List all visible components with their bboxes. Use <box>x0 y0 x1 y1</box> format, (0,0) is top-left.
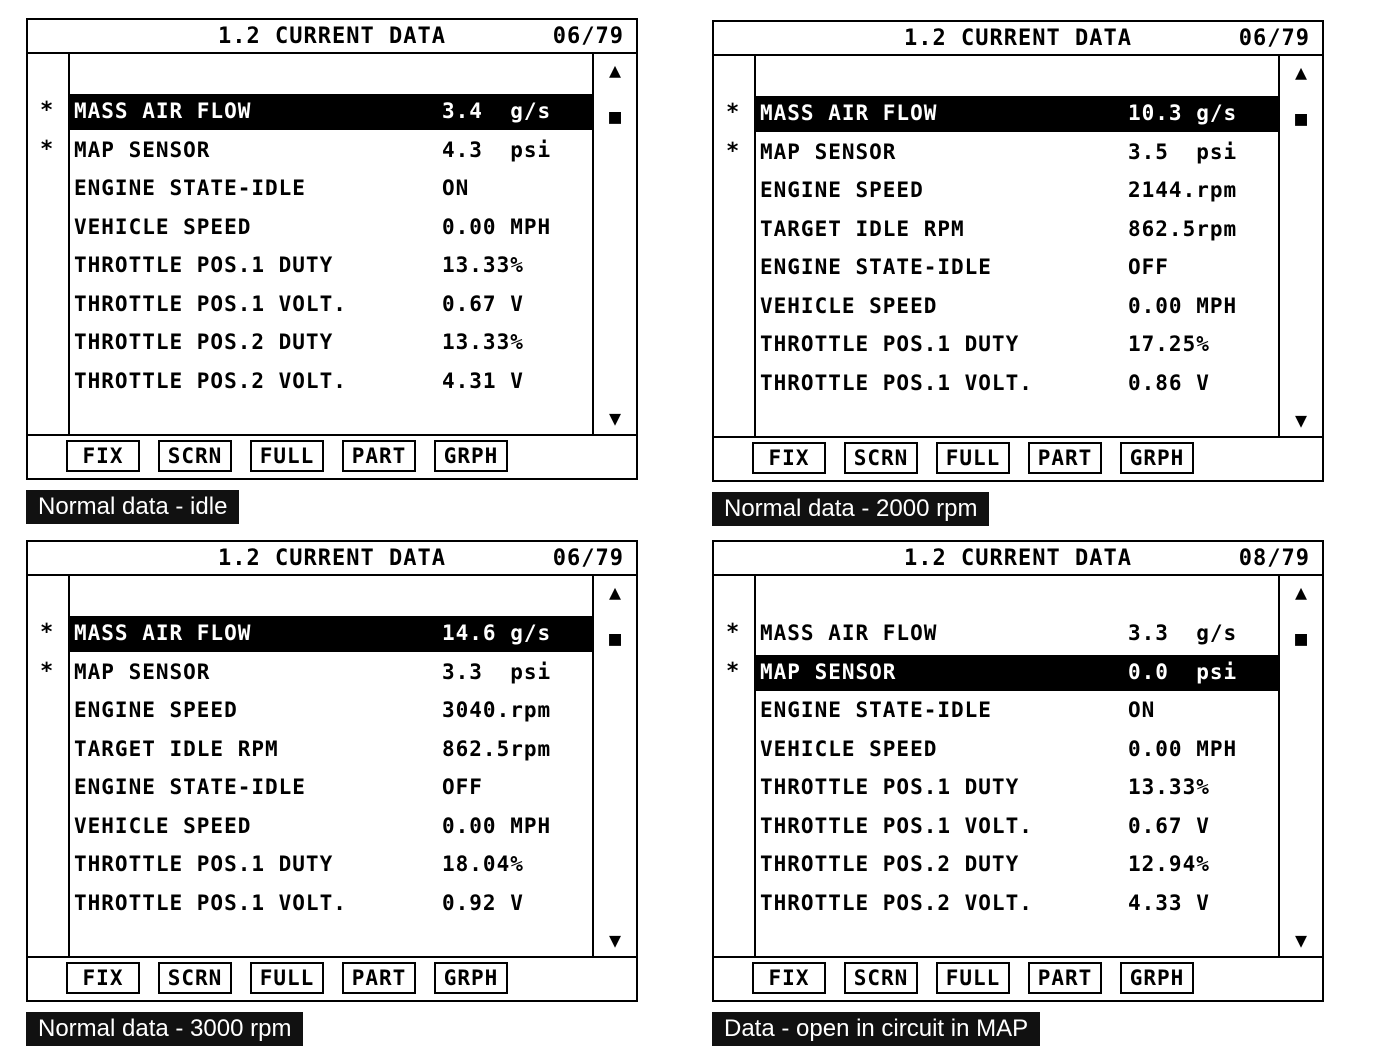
data-row[interactable] <box>70 94 592 130</box>
data-row[interactable] <box>70 616 592 652</box>
figure-caption: Normal data - 2000 rpm <box>712 492 989 526</box>
asterisk-icon: * <box>726 100 740 125</box>
triangle-up-icon[interactable]: ▲ <box>608 580 622 604</box>
data-row[interactable] <box>756 96 1278 132</box>
parameter-value: 862.5rpm <box>1128 216 1238 241</box>
data-row[interactable] <box>756 366 1278 402</box>
screen-title: 1.2 CURRENT DATA <box>904 546 1132 571</box>
data-row[interactable] <box>756 250 1278 286</box>
parameter-name: THROTTLE POS.1 DUTY <box>74 253 334 277</box>
scan-tool-panel-4 <box>712 540 1324 1050</box>
parameter-name: MASS AIR FLOW <box>760 101 938 125</box>
square-icon[interactable]: ■ <box>608 626 622 650</box>
parameter-name: THROTTLE POS.2 VOLT. <box>74 368 347 393</box>
parameter-name: TARGET IDLE RPM <box>74 736 279 761</box>
part-button[interactable]: PART <box>1028 442 1102 474</box>
data-row[interactable] <box>70 770 592 806</box>
square-icon[interactable]: ■ <box>608 104 622 128</box>
part-button[interactable]: PART <box>1028 962 1102 994</box>
data-row[interactable] <box>70 732 592 768</box>
parameter-value: 0.86 V <box>1128 370 1210 395</box>
data-row[interactable] <box>70 287 592 323</box>
scan-tool-screen <box>26 18 638 480</box>
scrn-button[interactable]: SCRN <box>844 442 918 474</box>
data-row[interactable] <box>756 212 1278 248</box>
grph-button[interactable]: GRPH <box>434 962 508 994</box>
fix-button[interactable]: FIX <box>66 962 140 994</box>
parameter-value: OFF <box>1128 255 1169 279</box>
data-row[interactable] <box>70 171 592 207</box>
title-bar <box>714 22 1322 56</box>
fix-button[interactable]: FIX <box>66 440 140 472</box>
parameter-value: 13.33% <box>1128 775 1210 799</box>
data-row[interactable] <box>756 809 1278 845</box>
full-button[interactable]: FULL <box>936 962 1010 994</box>
scrn-button[interactable]: SCRN <box>844 962 918 994</box>
full-button[interactable]: FULL <box>936 442 1010 474</box>
scan-tool-panel-1 <box>26 18 638 528</box>
parameter-value: 0.00 MPH <box>442 813 552 838</box>
parameter-value: 2144.rpm <box>1128 178 1238 202</box>
grph-button[interactable]: GRPH <box>1120 962 1194 994</box>
function-key-bar <box>714 436 1322 480</box>
title-bar <box>714 542 1322 576</box>
parameter-value: 0.0 psi <box>1128 659 1238 684</box>
full-button[interactable]: FULL <box>250 440 324 472</box>
parameter-name: THROTTLE POS.2 DUTY <box>760 852 1020 876</box>
scan-tool-panel-2 <box>712 20 1324 530</box>
page-counter: 06/79 <box>552 24 624 49</box>
scrollbar[interactable] <box>1278 56 1322 436</box>
asterisk-icon: * <box>726 620 740 645</box>
data-row[interactable] <box>756 847 1278 883</box>
parameter-name: VEHICLE SPEED <box>760 293 938 318</box>
figure-caption: Normal data - 3000 rpm <box>26 1012 303 1046</box>
parameter-value: 0.67 V <box>442 291 524 316</box>
parameter-name: MAP SENSOR <box>74 137 211 162</box>
scrollbar[interactable] <box>592 576 636 956</box>
parameter-name: VEHICLE SPEED <box>74 813 252 838</box>
function-key-bar <box>28 956 636 1000</box>
data-row[interactable] <box>70 655 592 691</box>
parameter-value: 3.4 g/s <box>442 99 552 123</box>
parameter-name: MASS AIR FLOW <box>760 621 938 645</box>
parameter-name: ENGINE STATE-IDLE <box>74 176 306 200</box>
page-counter: 06/79 <box>552 546 624 571</box>
data-row[interactable] <box>756 693 1278 729</box>
part-button[interactable]: PART <box>342 440 416 472</box>
parameter-value: 862.5rpm <box>442 736 552 761</box>
parameter-value: 0.67 V <box>1128 813 1210 838</box>
data-row[interactable] <box>70 210 592 246</box>
parameter-name: THROTTLE POS.1 VOLT. <box>74 291 347 316</box>
parameter-name: THROTTLE POS.1 VOLT. <box>760 370 1033 395</box>
parameter-name: MAP SENSOR <box>74 659 211 684</box>
parameter-name: THROTTLE POS.1 DUTY <box>74 852 334 876</box>
parameter-value: 4.31 V <box>442 368 524 393</box>
data-row[interactable] <box>70 248 592 284</box>
parameter-name: ENGINE SPEED <box>74 698 238 722</box>
parameter-value: OFF <box>442 775 483 799</box>
asterisk-icon: * <box>40 658 54 684</box>
data-row[interactable] <box>70 325 592 361</box>
page-counter: 08/79 <box>1238 546 1310 571</box>
grph-button[interactable]: GRPH <box>1120 442 1194 474</box>
scrn-button[interactable]: SCRN <box>158 962 232 994</box>
parameter-name: THROTTLE POS.2 DUTY <box>74 330 334 354</box>
fix-button[interactable]: FIX <box>752 962 826 994</box>
screen-title: 1.2 CURRENT DATA <box>218 546 446 571</box>
triangle-down-icon[interactable]: ▼ <box>1294 928 1308 952</box>
data-row[interactable] <box>70 809 592 845</box>
parameter-name: THROTTLE POS.1 VOLT. <box>760 813 1033 838</box>
parameter-value: 3.3 psi <box>442 659 552 684</box>
parameter-name: THROTTLE POS.1 DUTY <box>760 775 1020 799</box>
scan-tool-panel-3 <box>26 540 638 1050</box>
parameter-value: 13.33% <box>442 330 524 354</box>
parameter-name: ENGINE STATE-IDLE <box>760 698 992 722</box>
parameter-name: MASS AIR FLOW <box>74 99 252 123</box>
scan-tool-screen <box>712 20 1324 482</box>
title-bar <box>28 20 636 54</box>
parameter-value: ON <box>442 176 470 200</box>
square-icon[interactable]: ■ <box>1294 106 1308 130</box>
parameter-value: 0.92 V <box>442 890 524 915</box>
data-row[interactable] <box>756 770 1278 806</box>
parameter-name: THROTTLE POS.1 VOLT. <box>74 890 347 915</box>
parameter-value: 18.04% <box>442 852 524 876</box>
screen-title: 1.2 CURRENT DATA <box>904 26 1132 51</box>
screen-title: 1.2 CURRENT DATA <box>218 24 446 49</box>
asterisk-icon: * <box>40 136 54 162</box>
data-row[interactable] <box>756 732 1278 768</box>
parameter-name: MASS AIR FLOW <box>74 621 252 645</box>
function-key-bar <box>714 956 1322 1000</box>
asterisk-icon: * <box>726 658 740 684</box>
parameter-value: 4.33 V <box>1128 890 1210 915</box>
scan-tool-screen <box>26 540 638 1002</box>
parameter-name: TARGET IDLE RPM <box>760 216 965 241</box>
grph-button[interactable]: GRPH <box>434 440 508 472</box>
asterisk-icon: * <box>726 138 740 164</box>
scrollbar[interactable] <box>592 54 636 434</box>
function-key-bar <box>28 434 636 478</box>
title-bar <box>28 542 636 576</box>
parameter-value: 10.3 g/s <box>1128 101 1238 125</box>
triangle-up-icon[interactable]: ▲ <box>1294 60 1308 84</box>
parameter-name: THROTTLE POS.1 DUTY <box>760 332 1020 356</box>
parameter-name: ENGINE SPEED <box>760 178 924 202</box>
parameter-name: VEHICLE SPEED <box>760 736 938 761</box>
part-button[interactable]: PART <box>342 962 416 994</box>
parameter-value: 0.00 MPH <box>1128 293 1238 318</box>
parameter-value: 0.00 MPH <box>442 214 552 239</box>
scrollbar[interactable] <box>1278 576 1322 956</box>
figure-caption: Data - open in circuit in MAP <box>712 1012 1040 1046</box>
triangle-up-icon[interactable]: ▲ <box>1294 580 1308 604</box>
data-row[interactable] <box>756 289 1278 325</box>
parameter-name: VEHICLE SPEED <box>74 214 252 239</box>
data-row[interactable] <box>756 327 1278 363</box>
parameter-value: 0.00 MPH <box>1128 736 1238 761</box>
data-row[interactable] <box>756 655 1278 691</box>
parameter-value: 3.5 psi <box>1128 139 1238 164</box>
data-row[interactable] <box>756 886 1278 922</box>
parameter-name: MAP SENSOR <box>760 659 897 684</box>
data-row[interactable] <box>70 886 592 922</box>
data-row[interactable] <box>70 847 592 883</box>
data-row[interactable] <box>70 693 592 729</box>
parameter-value: ON <box>1128 698 1156 722</box>
parameter-name: MAP SENSOR <box>760 139 897 164</box>
triangle-up-icon[interactable]: ▲ <box>608 58 622 82</box>
triangle-down-icon[interactable]: ▼ <box>608 406 622 430</box>
square-icon[interactable]: ■ <box>1294 626 1308 650</box>
parameter-value: 14.6 g/s <box>442 621 552 645</box>
figure-caption: Normal data - idle <box>26 490 239 524</box>
asterisk-icon: * <box>40 620 54 645</box>
page-counter: 06/79 <box>1238 26 1310 51</box>
scan-tool-screen <box>712 540 1324 1002</box>
parameter-value: 13.33% <box>442 253 524 277</box>
triangle-down-icon[interactable]: ▼ <box>1294 408 1308 432</box>
scrn-button[interactable]: SCRN <box>158 440 232 472</box>
fix-button[interactable]: FIX <box>752 442 826 474</box>
data-row[interactable] <box>70 364 592 400</box>
triangle-down-icon[interactable]: ▼ <box>608 928 622 952</box>
parameter-value: 17.25% <box>1128 332 1210 356</box>
parameter-value: 3.3 g/s <box>1128 621 1238 645</box>
parameter-value: 12.94% <box>1128 852 1210 876</box>
parameter-name: ENGINE STATE-IDLE <box>760 255 992 279</box>
full-button[interactable]: FULL <box>250 962 324 994</box>
data-row[interactable] <box>756 135 1278 171</box>
data-row[interactable] <box>756 616 1278 652</box>
parameter-name: THROTTLE POS.2 VOLT. <box>760 890 1033 915</box>
parameter-name: ENGINE STATE-IDLE <box>74 775 306 799</box>
parameter-value: 4.3 psi <box>442 137 552 162</box>
asterisk-icon: * <box>40 98 54 123</box>
data-row[interactable] <box>756 173 1278 209</box>
parameter-value: 3040.rpm <box>442 698 552 722</box>
data-row[interactable] <box>70 133 592 169</box>
